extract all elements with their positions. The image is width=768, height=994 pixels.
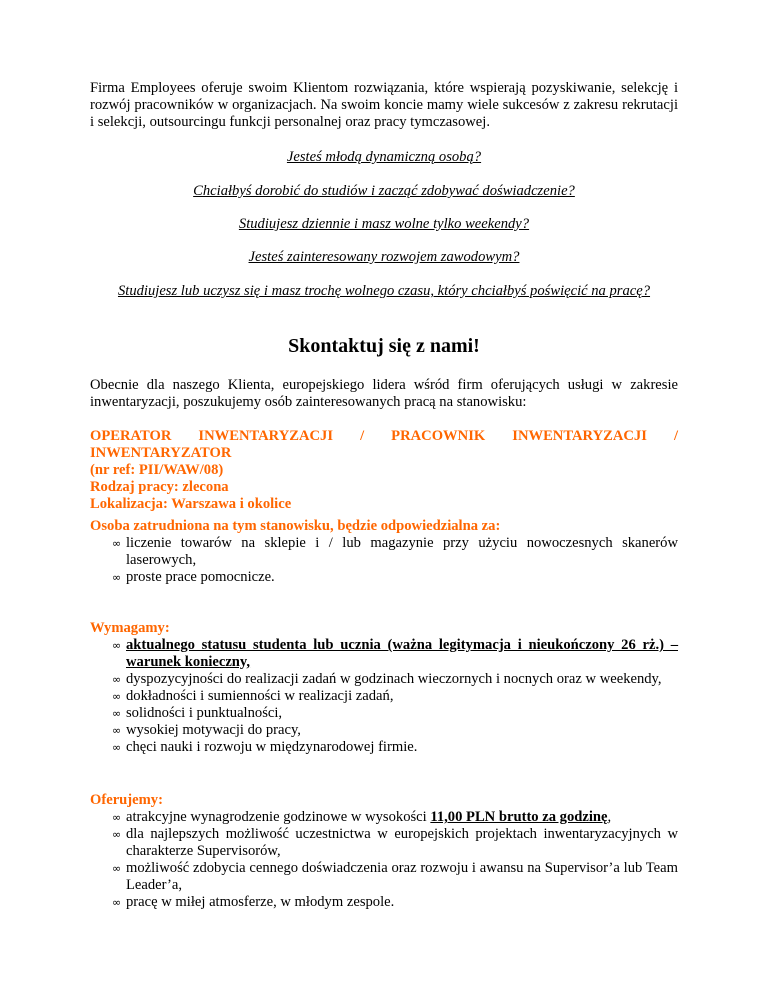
requirements-list (90, 637, 678, 756)
offer-title: Oferujemy: (90, 792, 163, 808)
job-location: Lokalizacja: Warszawa i okolice (90, 496, 292, 512)
job-ref: (nr ref: PII/WAW/08) (90, 462, 224, 478)
list-item: ∞ dokładności i sumienności w realizacji zadań, (112, 688, 394, 704)
bullet-icon: ∞ (112, 741, 122, 754)
offer-list (90, 809, 678, 911)
bullet-icon: ∞ (112, 707, 122, 720)
salary-highlight: 11,00 PLN brutto za godzinę (430, 809, 608, 825)
question-4: Jesteś zainteresowany rozwojem zawodowym? (248, 249, 520, 265)
list-item: ∞ solidności i punktualności, (112, 705, 283, 721)
intro-paragraph (90, 80, 678, 131)
job-title-line1: OPERATOR INWENTARYZACJI / PRACOWNIK INWENTARYZACJI / (90, 428, 678, 444)
list-item: ∞ atrakcyjne wynagrodzenie godzinowe w wysokości 11,00 PLN brutto za godzinę, (112, 809, 612, 825)
bullet-icon: ∞ (112, 828, 122, 841)
bullet-icon: ∞ (112, 571, 122, 584)
bullet-icon: ∞ (112, 639, 122, 652)
job-title-line2: INWENTARYZATOR (90, 445, 232, 461)
responsibilities-title: Osoba zatrudniona na tym stanowisku, będzie odpowiedzialna za: (90, 518, 501, 534)
list-item: ∞ możliwość zdobycia cennego doświadczenia oraz rozwoju i awansu na Supervisor’a lub Team Leader’a, (112, 860, 678, 893)
list-item: ∞ proste prace pomocnicze. (112, 569, 275, 585)
job-title-block (90, 428, 678, 513)
question-5: Studiujesz lub uczysz się i masz trochę wolnego czasu, który chciałbyś poświęcić na pracę? (117, 283, 651, 299)
list-item: ∞ aktualnego statusu studenta lub ucznia (ważna legitymacja i nieukończony 26 rż.) – warunek konieczny, (112, 637, 678, 670)
list-item: ∞ liczenie towarów na sklepie i / lub magazynie przy użyciu nowoczesnych skanerów laserowych, (112, 535, 678, 568)
bullet-icon: ∞ (112, 673, 122, 686)
responsibilities-list (90, 535, 678, 586)
client-paragraph: Obecnie dla naszego Klienta, europejskiego lidera wśród firm oferujących usługi w zakresie inwentaryzacji, poszukujemy osób zainteresowanych pracą na stanowisku: (90, 377, 678, 410)
list-item: ∞ dyspozycyjności do realizacji zadań w godzinach wieczornych i nocnych oraz w weekendy, (112, 671, 662, 687)
list-item: ∞ wysokiej motywacji do pracy, (112, 722, 301, 738)
intro-text: Firma Employees oferuje swoim Klientom rozwiązania, które wspierają pozyskiwanie, selekcję i rozwój pracowników w organizacjach. Na swoim koncie mamy wiele sukcesów z zakresu rekrutacji i selekcji, outsourcingu funkcji personalnej oraz pracy tymczasowej. (90, 80, 678, 130)
requirements-title: Wymagamy: (90, 620, 170, 636)
bullet-icon: ∞ (112, 537, 122, 550)
contact-heading: Skontaktuj się z nami! (288, 335, 480, 357)
list-item: ∞ dla najlepszych możliwość uczestnictwa w europejskich projektach inwentaryzacyjnych w charakterze Supervisorów, (112, 826, 678, 859)
question-1: Jesteś młodą dynamiczną osobą? (286, 149, 482, 165)
question-2: Chciałbyś dorobić do studiów i zacząć zdobywać doświadczenie? (193, 183, 575, 199)
bullet-icon: ∞ (112, 862, 122, 875)
bullet-icon: ∞ (112, 811, 122, 824)
job-type: Rodzaj pracy: zlecona (90, 479, 229, 495)
bullet-icon: ∞ (112, 724, 122, 737)
bullet-icon: ∞ (112, 896, 122, 909)
bullet-icon: ∞ (112, 690, 122, 703)
list-item: ∞ pracę w miłej atmosferze, w młodym zespole. (112, 894, 395, 910)
question-3: Studiujesz dziennie i masz wolne tylko weekendy? (238, 216, 530, 232)
list-item: ∞ chęci nauki i rozwoju w międzynarodowej firmie. (112, 739, 418, 755)
